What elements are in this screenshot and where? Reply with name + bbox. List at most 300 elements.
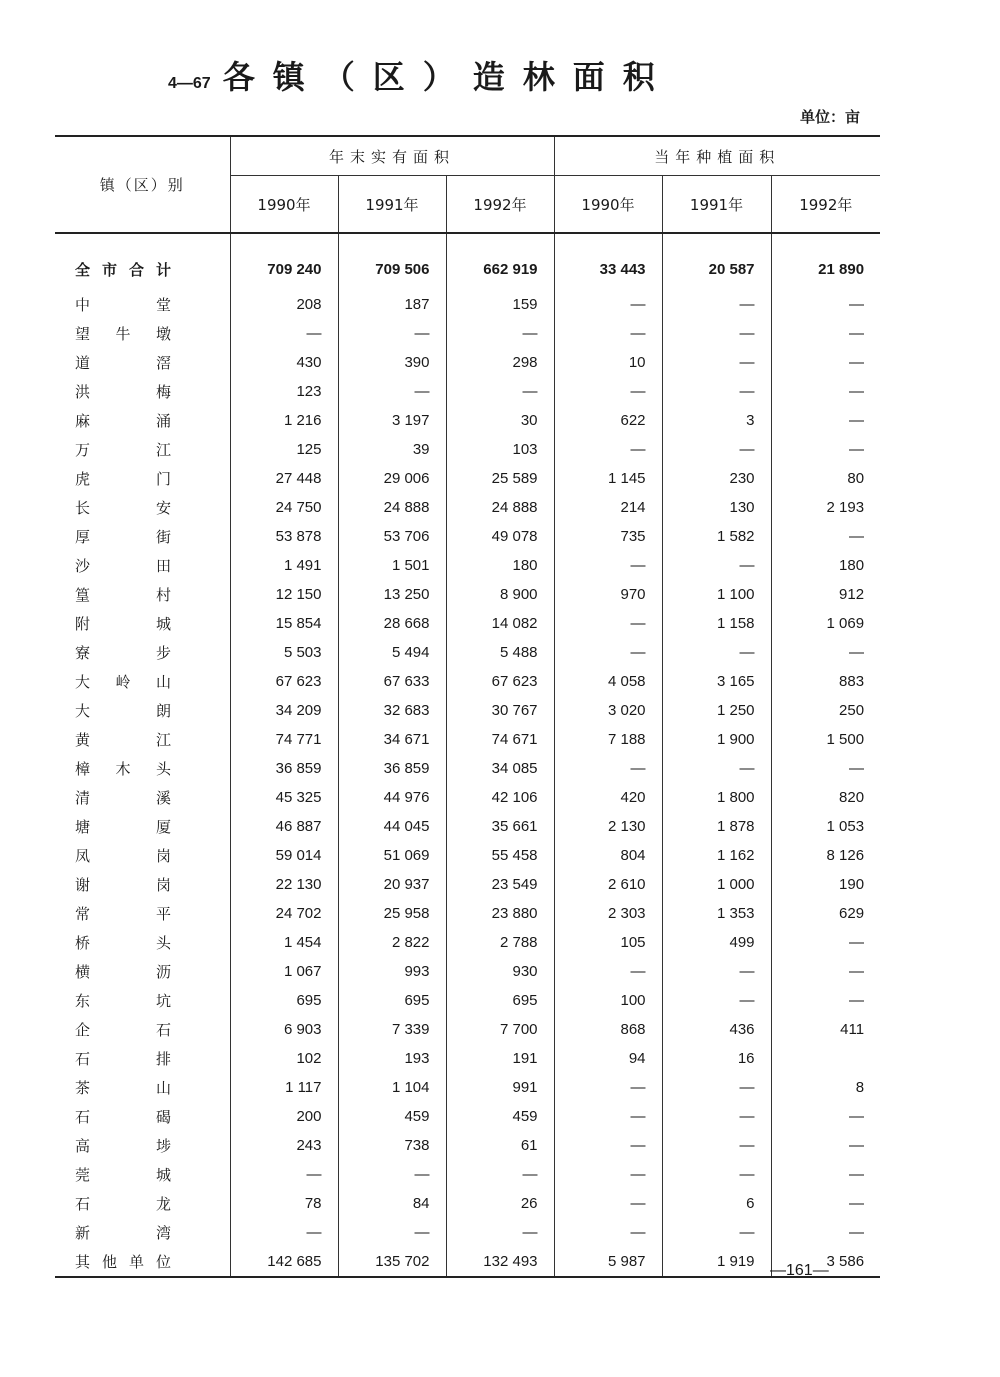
value-cell: — xyxy=(662,435,771,464)
value-cell: 3 165 xyxy=(662,667,771,696)
value-cell: 80 xyxy=(771,464,880,493)
table-row xyxy=(55,696,880,725)
value-cell: — xyxy=(554,377,662,406)
value-cell: 3 586 xyxy=(771,1247,880,1277)
page-title: 各镇（区）造林面积 xyxy=(222,58,673,96)
value-cell: 26 xyxy=(446,1189,554,1218)
value-cell: 74 671 xyxy=(446,725,554,754)
value-cell: — xyxy=(662,1131,771,1160)
table-row xyxy=(55,870,880,899)
value-cell: 30 xyxy=(446,406,554,435)
region-name-text: 虎门 xyxy=(75,470,171,488)
table-row xyxy=(55,290,880,319)
value-cell: 30 767 xyxy=(446,696,554,725)
value-cell: 142 685 xyxy=(230,1247,338,1277)
region-name xyxy=(55,348,230,377)
group-header-year-end-area: 年末实有面积 xyxy=(230,136,554,176)
region-name xyxy=(55,319,230,348)
value-cell: — xyxy=(771,928,880,957)
region-name xyxy=(55,725,230,754)
region-name xyxy=(55,1189,230,1218)
region-name xyxy=(55,696,230,725)
year-header: 1990年 xyxy=(230,176,338,234)
table-number: 4—67 xyxy=(168,75,211,92)
value-cell: 820 xyxy=(771,783,880,812)
table-row xyxy=(55,957,880,986)
value-cell: 125 xyxy=(230,435,338,464)
region-name-text: 大岭山 xyxy=(75,673,171,691)
page-number: —161— xyxy=(770,1262,829,1279)
value-cell: 74 771 xyxy=(230,725,338,754)
value-cell: 36 859 xyxy=(230,754,338,783)
region-name-text: 新湾 xyxy=(75,1224,171,1242)
value-cell: 51 069 xyxy=(338,841,446,870)
value-cell: 804 xyxy=(554,841,662,870)
value-cell: 243 xyxy=(230,1131,338,1160)
region-name xyxy=(55,1044,230,1073)
value-cell: 2 788 xyxy=(446,928,554,957)
region-name xyxy=(55,754,230,783)
value-cell: 67 633 xyxy=(338,667,446,696)
region-name-text: 大朗 xyxy=(75,702,171,720)
value-cell: — xyxy=(662,551,771,580)
value-cell: 35 661 xyxy=(446,812,554,841)
value-cell: 6 xyxy=(662,1189,771,1218)
value-cell: 16 xyxy=(662,1044,771,1073)
value-cell: 436 xyxy=(662,1015,771,1044)
region-name xyxy=(55,1131,230,1160)
value-cell: 190 xyxy=(771,870,880,899)
value-cell: 1 117 xyxy=(230,1073,338,1102)
title-row xyxy=(168,52,673,102)
year-header: 1991年 xyxy=(662,176,771,234)
value-cell: — xyxy=(771,290,880,319)
value-cell: — xyxy=(554,1218,662,1247)
table-row xyxy=(55,493,880,522)
table-row xyxy=(55,1044,880,1073)
value-cell: 390 xyxy=(338,348,446,377)
value-cell: 67 623 xyxy=(446,667,554,696)
value-cell: — xyxy=(662,957,771,986)
value-cell: 3 197 xyxy=(338,406,446,435)
region-name-text: 道滘 xyxy=(75,354,171,372)
value-cell: 1 800 xyxy=(662,783,771,812)
table-row xyxy=(55,899,880,928)
value-cell: 6 903 xyxy=(230,1015,338,1044)
value-cell: 1 100 xyxy=(662,580,771,609)
value-cell: 78 xyxy=(230,1189,338,1218)
value-cell: 61 xyxy=(446,1131,554,1160)
table-row xyxy=(55,435,880,464)
region-name-text: 塘厦 xyxy=(75,818,171,836)
value-cell: 123 xyxy=(230,377,338,406)
value-cell: — xyxy=(771,406,880,435)
value-cell: 420 xyxy=(554,783,662,812)
region-name xyxy=(55,435,230,464)
value-cell xyxy=(771,1044,880,1073)
table-row xyxy=(55,986,880,1015)
table-row xyxy=(55,580,880,609)
value-cell: 709 240 xyxy=(230,233,338,290)
region-name-text: 茶山 xyxy=(75,1079,171,1097)
table-row xyxy=(55,348,880,377)
unit-label: 单位：亩 xyxy=(799,108,860,126)
region-name xyxy=(55,1015,230,1044)
value-cell: 24 888 xyxy=(446,493,554,522)
value-cell: 1 250 xyxy=(662,696,771,725)
region-name-text: 清溪 xyxy=(75,789,171,807)
value-cell: 132 493 xyxy=(446,1247,554,1277)
value-cell: 135 702 xyxy=(338,1247,446,1277)
table-row xyxy=(55,522,880,551)
value-cell: — xyxy=(554,551,662,580)
table-row xyxy=(55,1073,880,1102)
value-cell: — xyxy=(662,638,771,667)
value-cell: 3 xyxy=(662,406,771,435)
value-cell: 191 xyxy=(446,1044,554,1073)
value-cell: 44 976 xyxy=(338,783,446,812)
table-row xyxy=(55,783,880,812)
value-cell: 84 xyxy=(338,1189,446,1218)
year-header: 1990年 xyxy=(554,176,662,234)
value-cell: 1 582 xyxy=(662,522,771,551)
group-header-planted-area: 当年种植面积 xyxy=(554,136,880,176)
value-cell: 45 325 xyxy=(230,783,338,812)
region-name-text: 望牛墩 xyxy=(75,325,171,343)
region-name xyxy=(55,290,230,319)
region-name-text: 樟木头 xyxy=(75,760,171,778)
region-name xyxy=(55,464,230,493)
region-name xyxy=(55,233,230,290)
value-cell: — xyxy=(662,348,771,377)
table-row xyxy=(55,1102,880,1131)
table-row xyxy=(55,725,880,754)
value-cell: 36 859 xyxy=(338,754,446,783)
value-cell: 3 020 xyxy=(554,696,662,725)
value-cell: — xyxy=(446,377,554,406)
region-name xyxy=(55,986,230,1015)
value-cell: 34 085 xyxy=(446,754,554,783)
table-row xyxy=(55,1189,880,1218)
value-cell: 2 130 xyxy=(554,812,662,841)
region-name xyxy=(55,1073,230,1102)
year-header: 1992年 xyxy=(771,176,880,234)
value-cell: 49 078 xyxy=(446,522,554,551)
value-cell: — xyxy=(230,1218,338,1247)
region-name-text: 万江 xyxy=(75,441,171,459)
value-cell: 23 549 xyxy=(446,870,554,899)
value-cell: 25 958 xyxy=(338,899,446,928)
value-cell: — xyxy=(554,638,662,667)
value-cell: 33 443 xyxy=(554,233,662,290)
value-cell: 1 501 xyxy=(338,551,446,580)
value-cell: 159 xyxy=(446,290,554,319)
value-cell: 230 xyxy=(662,464,771,493)
table-row xyxy=(55,754,880,783)
value-cell: 67 623 xyxy=(230,667,338,696)
table-row xyxy=(55,638,880,667)
table-row xyxy=(55,928,880,957)
value-cell: — xyxy=(771,754,880,783)
value-cell: — xyxy=(338,1160,446,1189)
value-cell: 180 xyxy=(771,551,880,580)
value-cell: — xyxy=(771,986,880,1015)
value-cell: 622 xyxy=(554,406,662,435)
value-cell: — xyxy=(554,290,662,319)
region-name xyxy=(55,841,230,870)
value-cell: — xyxy=(554,754,662,783)
table-row xyxy=(55,1160,880,1189)
value-cell: — xyxy=(662,319,771,348)
region-name-text: 黄江 xyxy=(75,731,171,749)
table-body xyxy=(55,233,880,1277)
value-cell: — xyxy=(554,609,662,638)
value-cell: — xyxy=(554,1160,662,1189)
value-cell: 695 xyxy=(338,986,446,1015)
value-cell: — xyxy=(771,638,880,667)
region-name xyxy=(55,1247,230,1277)
value-cell: — xyxy=(662,1102,771,1131)
value-cell: 94 xyxy=(554,1044,662,1073)
value-cell: 55 458 xyxy=(446,841,554,870)
total-row xyxy=(55,233,880,290)
value-cell: — xyxy=(771,1218,880,1247)
table-row xyxy=(55,1015,880,1044)
region-name-text: 厚街 xyxy=(75,528,171,546)
region-header: 镇（区）别 xyxy=(55,136,230,233)
value-cell: 214 xyxy=(554,493,662,522)
region-name-text: 附城 xyxy=(75,615,171,633)
table-row xyxy=(55,464,880,493)
value-cell: — xyxy=(771,1131,880,1160)
value-cell: 930 xyxy=(446,957,554,986)
value-cell: — xyxy=(771,1102,880,1131)
value-cell: 735 xyxy=(554,522,662,551)
value-cell: 25 589 xyxy=(446,464,554,493)
table-row xyxy=(55,1218,880,1247)
value-cell: 59 014 xyxy=(230,841,338,870)
value-cell: 8 900 xyxy=(446,580,554,609)
value-cell: 39 xyxy=(338,435,446,464)
table-row xyxy=(55,1247,880,1277)
value-cell: 103 xyxy=(446,435,554,464)
value-cell: 27 448 xyxy=(230,464,338,493)
value-cell: 10 xyxy=(554,348,662,377)
value-cell: 28 668 xyxy=(338,609,446,638)
value-cell: 991 xyxy=(446,1073,554,1102)
region-name-text: 谢岗 xyxy=(75,876,171,894)
region-name-text: 东坑 xyxy=(75,992,171,1010)
region-name-text: 桥头 xyxy=(75,934,171,952)
table-row xyxy=(55,319,880,348)
region-name xyxy=(55,609,230,638)
value-cell: 459 xyxy=(338,1102,446,1131)
value-cell: — xyxy=(771,377,880,406)
value-cell: 13 250 xyxy=(338,580,446,609)
value-cell: 130 xyxy=(662,493,771,522)
value-cell: 1 000 xyxy=(662,870,771,899)
value-cell: — xyxy=(554,1073,662,1102)
region-name-text: 高埗 xyxy=(75,1137,171,1155)
value-cell: 629 xyxy=(771,899,880,928)
region-name xyxy=(55,783,230,812)
table-row xyxy=(55,406,880,435)
region-name xyxy=(55,1102,230,1131)
region-name-text: 横沥 xyxy=(75,963,171,981)
value-cell: — xyxy=(771,348,880,377)
value-cell: 7 339 xyxy=(338,1015,446,1044)
value-cell: — xyxy=(338,377,446,406)
afforestation-table xyxy=(55,135,880,1278)
year-header: 1991年 xyxy=(338,176,446,234)
region-name xyxy=(55,522,230,551)
value-cell: 44 045 xyxy=(338,812,446,841)
value-cell: 8 xyxy=(771,1073,880,1102)
value-cell: — xyxy=(662,1160,771,1189)
region-name xyxy=(55,928,230,957)
value-cell: 24 750 xyxy=(230,493,338,522)
value-cell: 1 067 xyxy=(230,957,338,986)
value-cell: — xyxy=(554,1102,662,1131)
region-name xyxy=(55,638,230,667)
value-cell: 14 082 xyxy=(446,609,554,638)
value-cell: 53 706 xyxy=(338,522,446,551)
value-cell: 8 126 xyxy=(771,841,880,870)
value-cell: 738 xyxy=(338,1131,446,1160)
region-name-text: 常平 xyxy=(75,905,171,923)
value-cell: 105 xyxy=(554,928,662,957)
value-cell: 1 216 xyxy=(230,406,338,435)
value-cell: — xyxy=(662,754,771,783)
region-name-text: 石排 xyxy=(75,1050,171,1068)
region-name-text: 中堂 xyxy=(75,296,171,314)
region-name xyxy=(55,580,230,609)
value-cell: 868 xyxy=(554,1015,662,1044)
region-name-text: 石龙 xyxy=(75,1195,171,1213)
value-cell: 1 053 xyxy=(771,812,880,841)
region-name-text: 沙田 xyxy=(75,557,171,575)
value-cell: — xyxy=(554,957,662,986)
value-cell: 298 xyxy=(446,348,554,377)
value-cell: 2 193 xyxy=(771,493,880,522)
value-cell: 29 006 xyxy=(338,464,446,493)
value-cell: 1 878 xyxy=(662,812,771,841)
region-name xyxy=(55,493,230,522)
value-cell: — xyxy=(771,1189,880,1218)
value-cell: 22 130 xyxy=(230,870,338,899)
value-cell: — xyxy=(230,319,338,348)
value-cell: 1 900 xyxy=(662,725,771,754)
value-cell: — xyxy=(554,435,662,464)
value-cell: 695 xyxy=(446,986,554,1015)
value-cell: 46 887 xyxy=(230,812,338,841)
value-cell: — xyxy=(771,435,880,464)
value-cell: 193 xyxy=(338,1044,446,1073)
value-cell: 15 854 xyxy=(230,609,338,638)
region-name xyxy=(55,1218,230,1247)
value-cell: 459 xyxy=(446,1102,554,1131)
value-cell: 23 880 xyxy=(446,899,554,928)
value-cell: 2 822 xyxy=(338,928,446,957)
value-cell: — xyxy=(662,1073,771,1102)
region-name-text: 莞城 xyxy=(75,1166,171,1184)
region-name xyxy=(55,667,230,696)
value-cell: 7 700 xyxy=(446,1015,554,1044)
value-cell: — xyxy=(338,319,446,348)
region-name-text: 其他单位 xyxy=(75,1253,171,1271)
value-cell: — xyxy=(554,1189,662,1218)
value-cell: 34 209 xyxy=(230,696,338,725)
value-cell: — xyxy=(662,290,771,319)
value-cell: 24 702 xyxy=(230,899,338,928)
value-cell: 662 919 xyxy=(446,233,554,290)
value-cell: 5 987 xyxy=(554,1247,662,1277)
value-cell: — xyxy=(446,1160,554,1189)
value-cell: 100 xyxy=(554,986,662,1015)
value-cell: 1 454 xyxy=(230,928,338,957)
table-row xyxy=(55,841,880,870)
value-cell: 1 158 xyxy=(662,609,771,638)
value-cell: — xyxy=(771,957,880,986)
value-cell: — xyxy=(554,1131,662,1160)
value-cell: — xyxy=(662,1218,771,1247)
region-name xyxy=(55,899,230,928)
value-cell: — xyxy=(662,986,771,1015)
value-cell: — xyxy=(771,522,880,551)
value-cell: 411 xyxy=(771,1015,880,1044)
value-cell: 1 069 xyxy=(771,609,880,638)
table-row xyxy=(55,551,880,580)
value-cell: — xyxy=(446,1218,554,1247)
region-name xyxy=(55,377,230,406)
value-cell: 695 xyxy=(230,986,338,1015)
value-cell: 1 162 xyxy=(662,841,771,870)
table-row xyxy=(55,1131,880,1160)
value-cell: 5 488 xyxy=(446,638,554,667)
value-cell: 970 xyxy=(554,580,662,609)
region-name-text: 企石 xyxy=(75,1021,171,1039)
value-cell: 499 xyxy=(662,928,771,957)
value-cell: 7 188 xyxy=(554,725,662,754)
table-row xyxy=(55,667,880,696)
value-cell: 430 xyxy=(230,348,338,377)
value-cell: — xyxy=(338,1218,446,1247)
value-cell: 180 xyxy=(446,551,554,580)
value-cell: 1 353 xyxy=(662,899,771,928)
value-cell: 20 937 xyxy=(338,870,446,899)
value-cell: 1 500 xyxy=(771,725,880,754)
region-name xyxy=(55,957,230,986)
region-name xyxy=(55,406,230,435)
value-cell: 1 491 xyxy=(230,551,338,580)
table-row xyxy=(55,812,880,841)
value-cell: 102 xyxy=(230,1044,338,1073)
value-cell: 2 303 xyxy=(554,899,662,928)
value-cell: 993 xyxy=(338,957,446,986)
value-cell: 53 878 xyxy=(230,522,338,551)
region-name-text: 篁村 xyxy=(75,586,171,604)
value-cell: 5 494 xyxy=(338,638,446,667)
value-cell: 2 610 xyxy=(554,870,662,899)
region-name-text: 洪梅 xyxy=(75,383,171,401)
value-cell: — xyxy=(771,319,880,348)
region-name xyxy=(55,812,230,841)
value-cell: 42 106 xyxy=(446,783,554,812)
value-cell: — xyxy=(662,377,771,406)
value-cell: 20 587 xyxy=(662,233,771,290)
value-cell: 1 919 xyxy=(662,1247,771,1277)
region-name-text: 全市合计 xyxy=(75,260,171,279)
